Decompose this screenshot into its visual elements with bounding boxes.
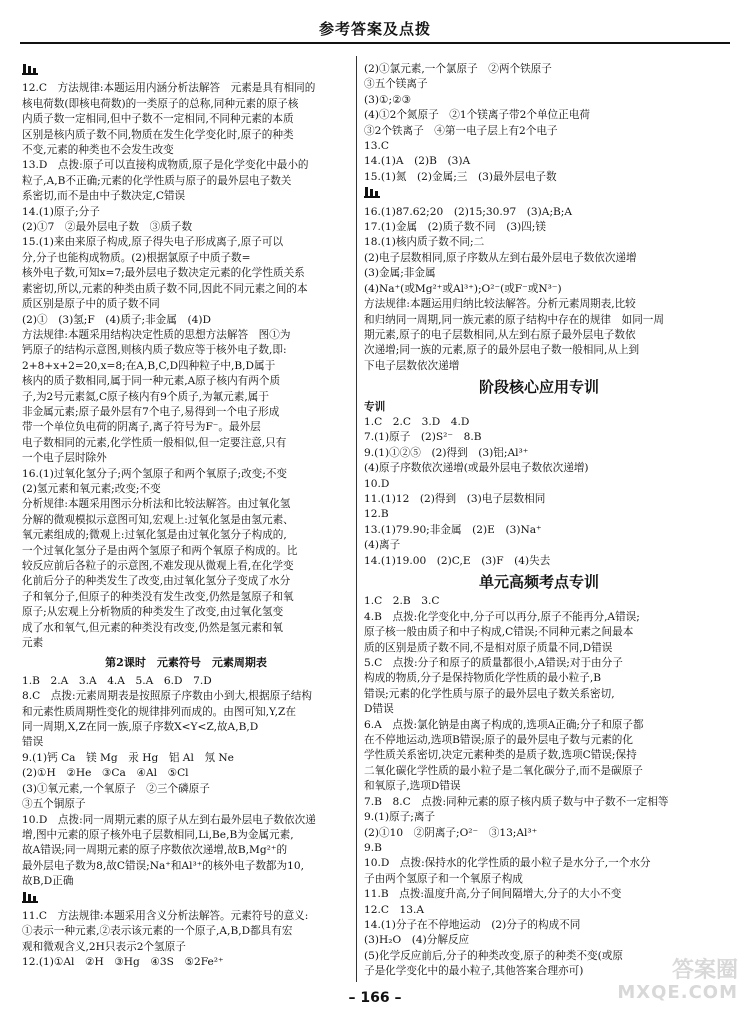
answer-line: 较反应前后各粒子的示意图,不难发现从微观上看,在化学变 [22, 560, 294, 572]
answer-line: 氧元素组成的;微观上:过氧化氢是由过氧化氢分子构成的, [22, 529, 287, 542]
answer-block-6 [364, 415, 714, 569]
answer-line: 16.(1)87.62;20 (2)15;30.97 (3)A;B;A [364, 205, 573, 218]
answer-line: 素密切,所以,元素的种类由质子数不同,因此不同元素之间的本 [22, 282, 308, 295]
answer-line: 15.(1)氮 (2)金属;三 (3)最外层电子数 [364, 170, 557, 183]
answer-line: 核外电子数,可知x=7;最外层电子数决定元素的化学性质关系 [22, 267, 305, 280]
section-title-stage: 阶段核心应用专训 [478, 378, 599, 397]
answer-line: 4.B 点拨:化学变化中,分子可以再分,原子不能再分,A错误; [364, 610, 640, 623]
answer-line: 14.(1)原子;分子 [22, 205, 100, 218]
answer-line: (2)①10 ②阴离子;O²⁻ ③13;Al³⁺ [364, 826, 538, 839]
answer-line: 子是化学变化中的最小粒子,其他答案合理亦可) [364, 965, 584, 978]
answer-line: 分析规律:本题采用图示分析法和比较法解答。由过氧化氢 [22, 498, 291, 511]
answer-line: ③五个镁离子 [364, 78, 428, 91]
answer-line: 8.C 点拨:元素周期表是按照原子序数由小到大,根据原子结构 [22, 690, 312, 703]
answer-line: (4)原子序数依次递增(或最外层电子数依次递增) [364, 462, 589, 475]
exercise-marker-icon [22, 892, 38, 903]
answer-line: 2+8+x+2=20,x=8;在A,B,C,D四种粒子中,B,D属于 [22, 359, 276, 372]
answer-line: 不变,元素的种类也不会发生改变 [22, 144, 174, 157]
answer-line: 12.C 13.A [364, 903, 425, 916]
answer-line: 粒子,A,B不正确;元素的化学性质与原子的最外层电子数关 [22, 174, 292, 187]
answer-line: 学性质关系密切,决定元素种类的是质子数,选项C错误;保持 [364, 749, 637, 762]
answer-line: 5.C 点拨:分子和原子的质量都很小,A错误;对于由分子 [364, 657, 623, 670]
answer-line: (3)①氧元素,一个氧原子 ②三个磷原子 [22, 782, 210, 795]
answer-line: (4)离子 [364, 539, 401, 552]
answer-line: (2)电子层数相同,原子序数从左到右最外层电子数依次递增 [364, 251, 637, 264]
answer-block-2 [22, 674, 350, 890]
answer-line: 子由两个氢原子和一个氧原子构成 [364, 872, 523, 885]
answer-line: 下电子层数依次递增 [364, 359, 460, 372]
answer-line: 11.(1)12 (2)得到 (3)电子层数相同 [364, 492, 546, 505]
answer-line: (4)①2个氮原子 ②1个镁离子带2个单位正电荷 [364, 109, 590, 122]
answer-line: 化前后分子的种类发生了改变,由过氧化氢分子变成了水分 [22, 575, 291, 588]
answer-line: 原子;从宏观上分析物质的种类发生了改变,由过氧化氢变 [22, 606, 284, 619]
answer-line: 期元素,原子的电子层数相同,从左到右原子最外层电子数依 [364, 328, 636, 341]
answer-line: (4)Na⁺(或Mg²⁺或Al³⁺);O²⁻(或F⁻或N³⁻) [364, 282, 562, 295]
answer-line: 子,为2号元素氦,C原子核内有9个质子,为氟元素,属于 [22, 390, 269, 403]
answer-line: (2)氢元素和氧元素;改变;不变 [22, 482, 161, 495]
answer-line: 10.D [364, 477, 390, 490]
exercise-marker-icon [364, 187, 380, 198]
answer-line: 元素 [22, 637, 44, 650]
answer-line: 方法规律:本题采用结构决定性质的思想方法解答 图①为 [22, 328, 291, 341]
answer-block-4 [364, 62, 714, 185]
answer-line: 9.(1)钙 Ca 镁 Mg 汞 Hg 铝 Al 氖 Ne [22, 751, 234, 764]
answer-line: ①表示一种元素,②表示该元素的一个原子,A,B,D都具有宏 [22, 925, 293, 938]
answer-line: 内质子数一定相同,但中子数不一定相同,不同种元素的本质 [22, 113, 294, 126]
answer-line: 系密切,而不是由中子数决定,C错误 [22, 190, 186, 203]
answer-line: 13.(1)79.90;非金属 (2)E (3)Na⁺ [364, 523, 542, 536]
answer-line: 错误 [22, 736, 44, 749]
answer-line: (5)化学反应前后,分子的种类改变,原子的种类不变(或原 [364, 949, 623, 962]
column-divider [356, 56, 357, 982]
answer-line: 和归纳同一周期,同一族元素的原子结构中存在的规律 如同一周 [364, 313, 664, 326]
answer-line: 故B,D正确 [22, 875, 74, 888]
right-column [364, 62, 714, 980]
answer-line: 12.B [364, 508, 389, 521]
answer-line: 17.(1)金属 (2)质子数不同 (3)四;镁 [364, 221, 546, 234]
exercise-marker-icon [22, 64, 38, 75]
answer-line: 观和微观含义,2H只表示2个氢原子 [22, 940, 186, 953]
answer-line: 钙原子的结构示意图,则核内质子数应等于核外电子数,即: [22, 344, 287, 357]
answer-line: 一个电子层时除外 [22, 452, 107, 465]
section-title-unit: 单元高频考点专训 [478, 573, 599, 591]
answer-line: 9.(1)①②⑤ (2)得到 (3)铝;Al³⁺ [364, 446, 529, 459]
answer-line: 18.(1)核内质子数不同;二 [364, 236, 485, 249]
answer-line: (2)①7 ②最外层电子数 ③质子数 [22, 221, 193, 234]
header-rule [20, 42, 730, 44]
answer-line: 最外层电子数为8,故C错误;Na⁺和Al³⁺的核外电子数都为10, [22, 859, 304, 872]
answer-line: 11.B 点拨:温度升高,分子间间隔增大,分子的大小不变 [364, 888, 622, 901]
answer-line: 成了水和氧气,但元素的种类没有改变,仍然是氢元素和氧 [22, 621, 283, 634]
answer-line: ③五个铜原子 [22, 798, 86, 811]
answer-line: (3)H₂O (4)分解反应 [364, 934, 470, 947]
answer-line: 1.C 2.B 3.C [364, 595, 440, 608]
answer-line: 9.B [364, 841, 382, 854]
answer-line: 次递增;同一族的元素,原子的最外层电子数一般相同,从上到 [364, 344, 640, 357]
answer-line: 14.(1)19.00 (2)C,E (3)F (4)失去 [364, 554, 551, 567]
answer-line: (2)① (3)氢;F (4)质子;非金属 (4)D [22, 313, 211, 326]
answer-line: 14.(1)A (2)B (3)A [364, 155, 471, 168]
answer-line: 二氧化碳化学性质的最小粒子是二氧化碳分子,而不是碳原子 [364, 764, 643, 777]
answer-line: 核电荷数(即核电荷数)的一类原子的总称,同种元素的原子核 [22, 97, 299, 110]
watermark-text: 答案圈 [671, 958, 738, 983]
answer-block-5 [364, 205, 714, 374]
answer-line: 10.D 点拨:同一周期元素的原子从左到右最外层电子数依次递 [22, 813, 316, 826]
answer-block-7 [364, 594, 714, 979]
answer-line: ③2个铁离子 ④第一电子层上有2个电子 [364, 124, 558, 137]
answer-line: 方法规律:本题运用归纳比较法解答。分析元素周期表,比较 [364, 298, 636, 311]
answer-block-1 [22, 81, 350, 651]
answer-line: 11.C 方法规律:本题采用含义分析法解答。元素符号的意义: [22, 909, 309, 922]
answer-line: 错误;元素的化学性质与原子的最外层电子数关系密切, [364, 687, 615, 700]
watermark-url: MXQE.COM [617, 982, 738, 1003]
answer-line: 13.C [364, 140, 389, 153]
header-title: 参考答案及点拨 [318, 20, 431, 38]
answer-line: 非金属元素;原子最外层有7个电子,易得到一个电子形成 [22, 405, 280, 418]
answer-block-3 [22, 909, 350, 971]
answer-line: 7.(1)原子 (2)S²⁻ 8.B [364, 431, 482, 444]
answer-line: 故A错误;同一周期元素的原子序数依次递增,故B,Mg²⁺的 [22, 844, 288, 857]
page-header [20, 16, 730, 44]
left-column [22, 62, 350, 971]
answer-line: D错误 [364, 703, 394, 716]
answer-line: 区别是核内质子数不同,物质在发生化学变化时,原子的种类 [22, 128, 294, 141]
answer-line: 在不停地运动,选项B错误;原子的最外层电子数与元素的化 [364, 734, 633, 747]
answer-line: 分,分子也能构成物质。(2)根据氯原子中质子数= [22, 251, 251, 264]
answer-line: 核内的质子数相同,属于同一种元素,A原子核内有两个质 [22, 375, 281, 388]
answer-line: 6.A 点拨:氯化钠是由离子构成的,选项A正确;分子和原子都 [364, 718, 644, 731]
answer-line: 和元素性质周期性变化的规律排列而成的。由图可知,Y,Z在 [22, 705, 296, 718]
answer-line: 12.(1)①Al ②H ③Hg ④3S ⑤2Fe²⁺ [22, 956, 224, 969]
answer-line: 15.(1)来由来原子构成,原子得失电子形成离子,原子可以 [22, 236, 284, 249]
answer-line: (3)①;②③ [364, 93, 412, 106]
answer-line: 增,图中元素的原子核外电子层数相同,Li,Be,B为金属元素, [22, 828, 294, 841]
answer-line: 同一周期,X,Z在同一族,原子序数X<Y<Z,故A,B,D [22, 721, 259, 734]
page-number: – 166 – [348, 990, 402, 1006]
answer-line: 带一个单位负电荷的阴离子,离子符号为F⁻。最外层 [22, 421, 261, 434]
answer-line: 1.B 2.A 3.A 4.A 5.A 6.D 7.D [22, 674, 212, 687]
answer-line: 质的区别是质子数不同,不是相对原子质量不同,D错误 [364, 641, 613, 654]
answer-line: 质区别是原子中的质子数不同 [22, 298, 160, 311]
answer-line: 构成的物质,分子是保持物质化学性质的最小粒子,B [364, 672, 601, 685]
answer-line: (3)金属;非金属 [364, 267, 436, 280]
answer-line: 一个过氧化氢分子是由两个氢原子和两个氧原子构成的。比 [22, 544, 298, 557]
answer-line: 13.D 点拨:原子可以直接构成物质,原子是化学变化中最小的 [22, 159, 309, 172]
answer-line: (2)①H ②He ③Ca ④Al ⑤Cl [22, 767, 189, 780]
answer-line: 16.(1)过氧化氢分子;两个氢原子和两个氧原子;改变;不变 [22, 467, 288, 480]
answer-line: 1.C 2.C 3.D 4.D [364, 415, 470, 428]
answer-line: 12.C 方法规律:本题运用内涵分析法解答 元素是具有相同的 [22, 82, 316, 95]
answer-line: 14.(1)分子在不停地运动 (2)分子的构成不同 [364, 918, 581, 931]
special-training-label: 专训 [364, 400, 386, 413]
answer-line: 电子数相同的元素,化学性质一般相似,但一定要注意,只有 [22, 436, 287, 449]
answer-line: (2)①氯元素,一个氯原子 ②两个铁原子 [364, 63, 552, 75]
answer-line: 分解的微观模拟示意图可知,宏观上:过氧化氢是由氢元素、 [22, 513, 294, 526]
lesson-title: 第2课时 元素符号 元素周期表 [105, 656, 267, 670]
answer-line: 7.B 8.C 点拨:同种元素的原子核内质子数与中子数不一定相等 [364, 795, 669, 808]
answer-line: 原子核一般由质子和中子构成,C错误;不同种元素之间最本 [364, 626, 634, 639]
answer-line: 子和氧分子,但原子的种类没有发生改变,仍然是氢原子和氧 [22, 590, 294, 603]
answer-line: 9.(1)原子;离子 [364, 811, 436, 824]
watermark [588, 960, 738, 1008]
answer-line: 和氧原子,选项D错误 [364, 780, 461, 793]
answer-line: 10.D 点拨:保持水的化学性质的最小粒子是水分子,一个水分 [364, 857, 651, 870]
